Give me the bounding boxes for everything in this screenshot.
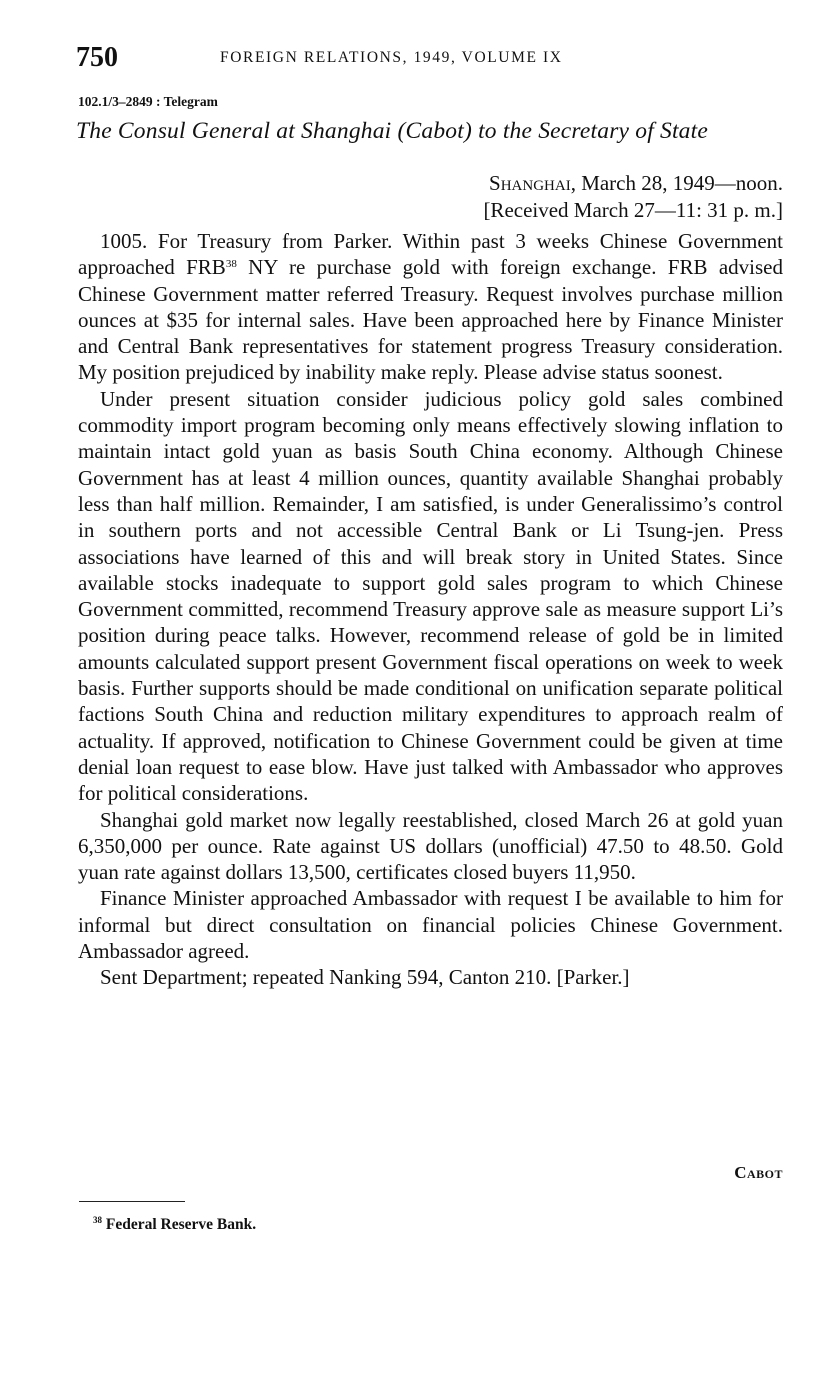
footnote — [93, 1216, 256, 1234]
paragraph-1-text-a: 1005. For Treasury from Parker. Within past 3 weeks Chinese Government approached FRB — [78, 229, 783, 280]
document-title: The Consul General at Shanghai (Cabot) to the Secretary of State — [76, 118, 708, 144]
page-header — [76, 40, 786, 80]
paragraph-3: Shanghai gold market now legally reestablished, closed March 26 at gold yuan 6,350,000 per ounce. Rate against US dollars (unofficial) 47.50 to 48.50. Gold yuan rate against dollars 13,500, certificates closed buyers 11,950. — [78, 807, 783, 885]
paragraph-5: Sent Department; repeated Nanking 594, Canton 210. [Parker.] — [100, 965, 630, 990]
running-head: FOREIGN RELATIONS, 1949, VOLUME IX — [220, 49, 563, 66]
footnote-reference: 38 — [225, 258, 237, 271]
footnote-divider — [79, 1201, 185, 1202]
footnote-number: 38 — [93, 1215, 102, 1225]
paragraph-1 — [78, 228, 783, 386]
dateline-received: [Received March 27—11: 31 p. m.] — [483, 198, 783, 222]
file-reference: 102.1/3–2849 : Telegram — [78, 94, 218, 109]
dateline-date: , March 28, 1949—noon. — [570, 171, 783, 195]
paragraph-4: Finance Minister approached Ambassador with request I be available to him for informal but direct consultation on financial policies Chinese Government. Ambassador agreed. — [78, 886, 783, 964]
telegram-body — [78, 228, 783, 991]
signature: Cabot — [734, 1163, 783, 1182]
paragraph-2: Under present situation consider judicious policy gold sales combined commodity import program becoming only means effectively slowing inflation to maintain intact gold yuan as basis South China economy. Although Chinese Government has at least 4 million ounces, quantity available Shanghai probably less than half million. Remainder, I am satisfied, is under Generalissimo’s control in southern ports and not accessible Central Bank or Li Tsung-jen. Press associations have learned of this and will break story in United States. Since available stocks inadequate to support gold sales program to which Chinese Government committed, recommend Treasury approve sale as measure support Li’s position during peace talks. However, recommend release of gold be in limited amounts calculated support present Government fiscal operations on week to week basis. Further supports should be made conditional on unification separate political factions South China and reduction military expenditures to approach realm of actuality. If approved, notification to Chinese Government could be given at time denial loan request to ease blow. Have just talked with Ambassador who approves for political considerations. — [78, 386, 783, 806]
footnote-text: Federal Reserve Bank. — [102, 1216, 257, 1233]
dateline — [400, 170, 783, 224]
dateline-sent — [400, 170, 783, 197]
dateline-place: Shanghai — [489, 171, 571, 195]
page-number: 750 — [76, 42, 118, 73]
paragraph-1-text-b: NY re purchase gold with foreign exchange. FRB advised Chinese Government matter referred Treasury. Request involves purchase million ounces at $35 for internal sales. Have been approached here by Finance Minister and Central Bank representatives for statement progress Treasury consideration. My position prejudiced by inability make reply. Please advise status soonest. — [78, 255, 783, 385]
